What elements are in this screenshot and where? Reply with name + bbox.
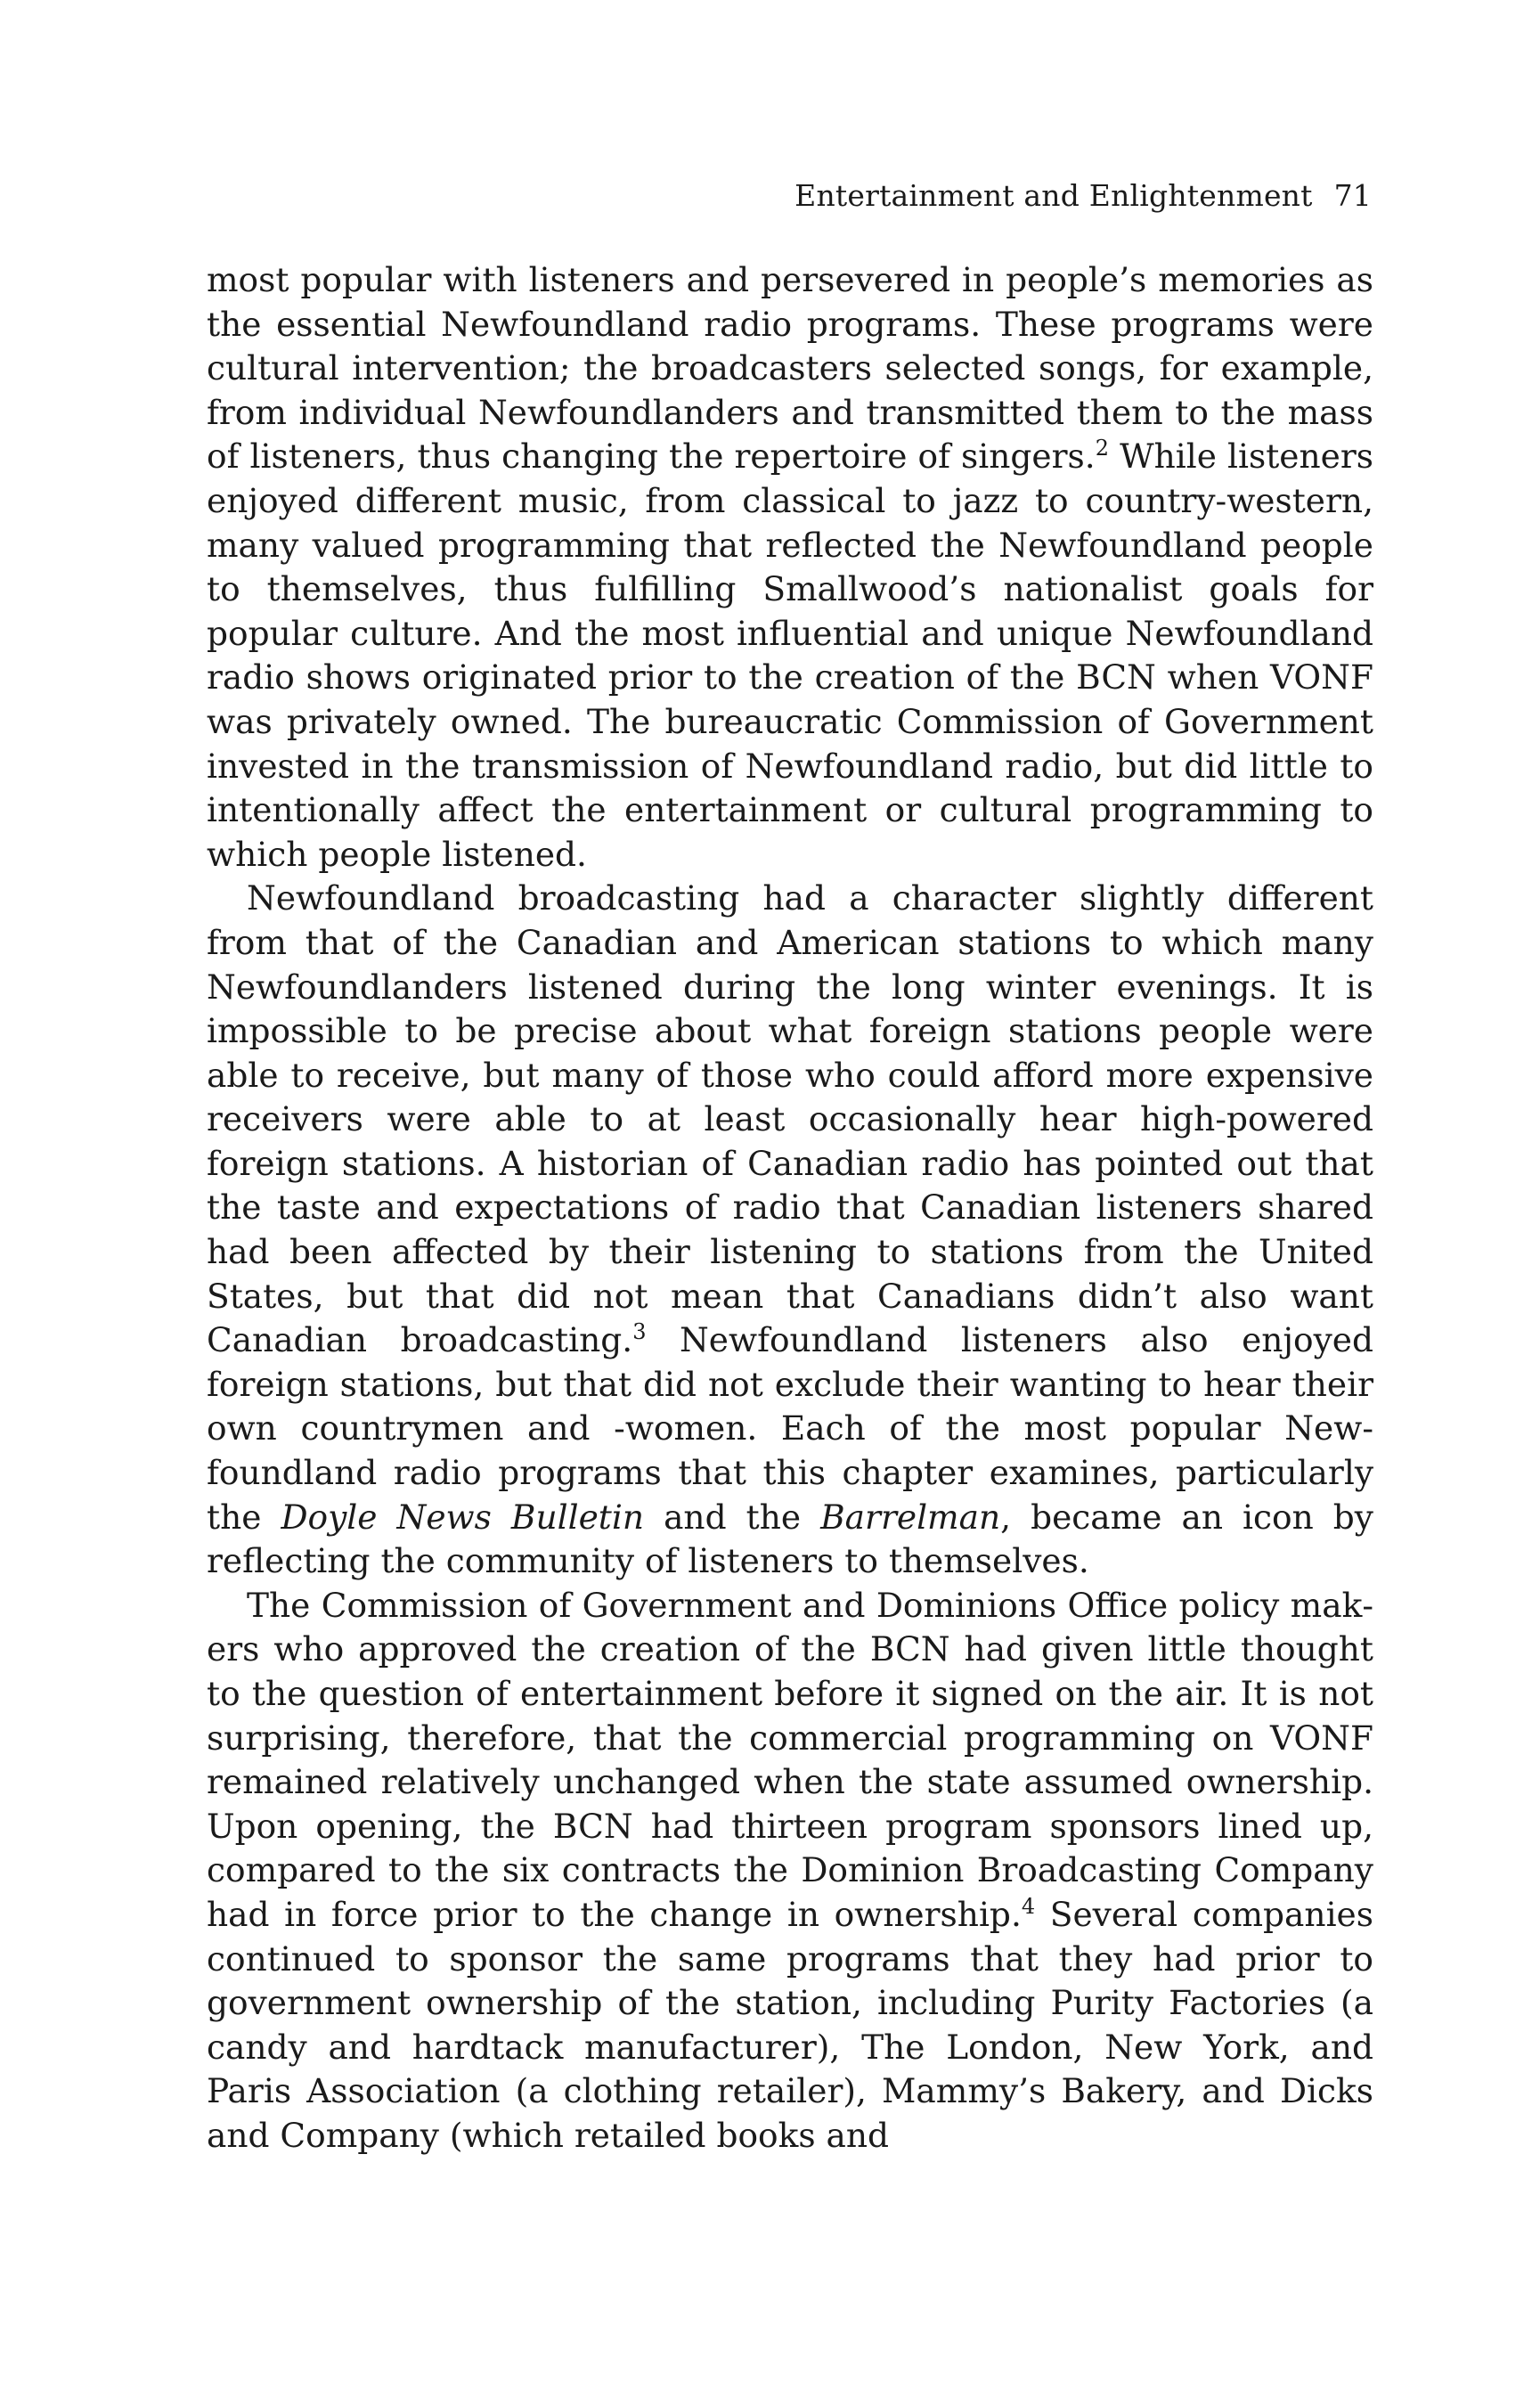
italic-title: Barrelman: [820, 1497, 1001, 1537]
paragraph-3: [207, 1584, 1373, 2158]
paragraph-1: [207, 258, 1373, 877]
text-run: and the: [644, 1497, 821, 1537]
paragraph-2: [207, 877, 1373, 1584]
text-run: While listeners enjoyed different music, from classical to jazz to country-western, many valued programming that reflected the Newfoundland people to themselves, thus fulfilling Smallwood’s nationalist goals for popular culture. And the most influential and unique Newfoundland radio shows originated prior to the creation of the BCN when VONF was privately owned. The bureaucratic Commission of Government invested in the transmission of Newfoundland radio, but did little to intentionally affect the entertainment or cultural programming to which people listened.: [207, 437, 1373, 874]
footnote-ref: 3: [632, 1319, 647, 1345]
footnote-ref: 4: [1021, 1893, 1036, 1919]
text-run: The Commission of Government and Dominions Office policy makers who approved the creation of the BCN had given little thought to the question of entertainment before it signed on the air. It is not surprising, therefore, that the commercial programming on VONF remained relatively unchanged when the state assumed ownership. Upon opening, the BCN had thirteen program sponsors lined up, compared to the six contracts the Dominion Broadcasting Company had in force prior to the change in ownership.: [207, 1585, 1373, 1934]
footnote-ref: 2: [1095, 436, 1110, 461]
body-text: [207, 258, 1373, 2158]
book-page: [207, 178, 1373, 2158]
text-run: Newfoundland broadcasting had a character slightly different from that of the Canadian and American stations to which many Newfoundlanders listened during the long winter evenings. It is impossible to be precise about what foreign stations people were able to receive, but many of those who could afford more expensive receivers were able to at least occasionally hear high-powered foreign stations. A historian of Canadian radio has pointed out that the taste and expectations of radio that Canadian listeners shared had been affected by their listening to stations from the United States, but that did not mean that Canadians didn’t also want Canadian broadcasting.: [207, 878, 1373, 1360]
text-run: Newfoundland listeners also enjoyed foreign stations, but that did not exclude their wanting to hear their own countrymen and -women. Each of the most popular Newfoundland radio programs that this chapter examines, particularly the: [207, 1320, 1374, 1537]
text-run: most popular with listeners and persevered in people’s memories as the essential Newfoundland radio programs. These programs were cultural intervention; the broadcasters selected songs, for example, from individual Newfoundlanders and transmitted them to the mass of listeners, thus changing the repertoire of singers.: [207, 260, 1373, 477]
running-title: Entertainment and Enlightenment: [794, 178, 1313, 213]
text-run: , became an icon by reflecting the community of listeners to themselves.: [207, 1497, 1373, 1581]
running-head: [207, 178, 1373, 232]
page-number: 71: [1333, 178, 1372, 213]
italic-title: Doyle News Bulletin: [281, 1497, 645, 1537]
text-run: Several companies continued to sponsor the same programs that they had prior to government ownership of the station, including Purity Factories (a candy and hardtack manufacturer), The London, New York, and Paris Association (a clothing retailer), Mammy’s Bakery, and Dicks and Company (which retailed books and: [207, 1894, 1373, 2155]
